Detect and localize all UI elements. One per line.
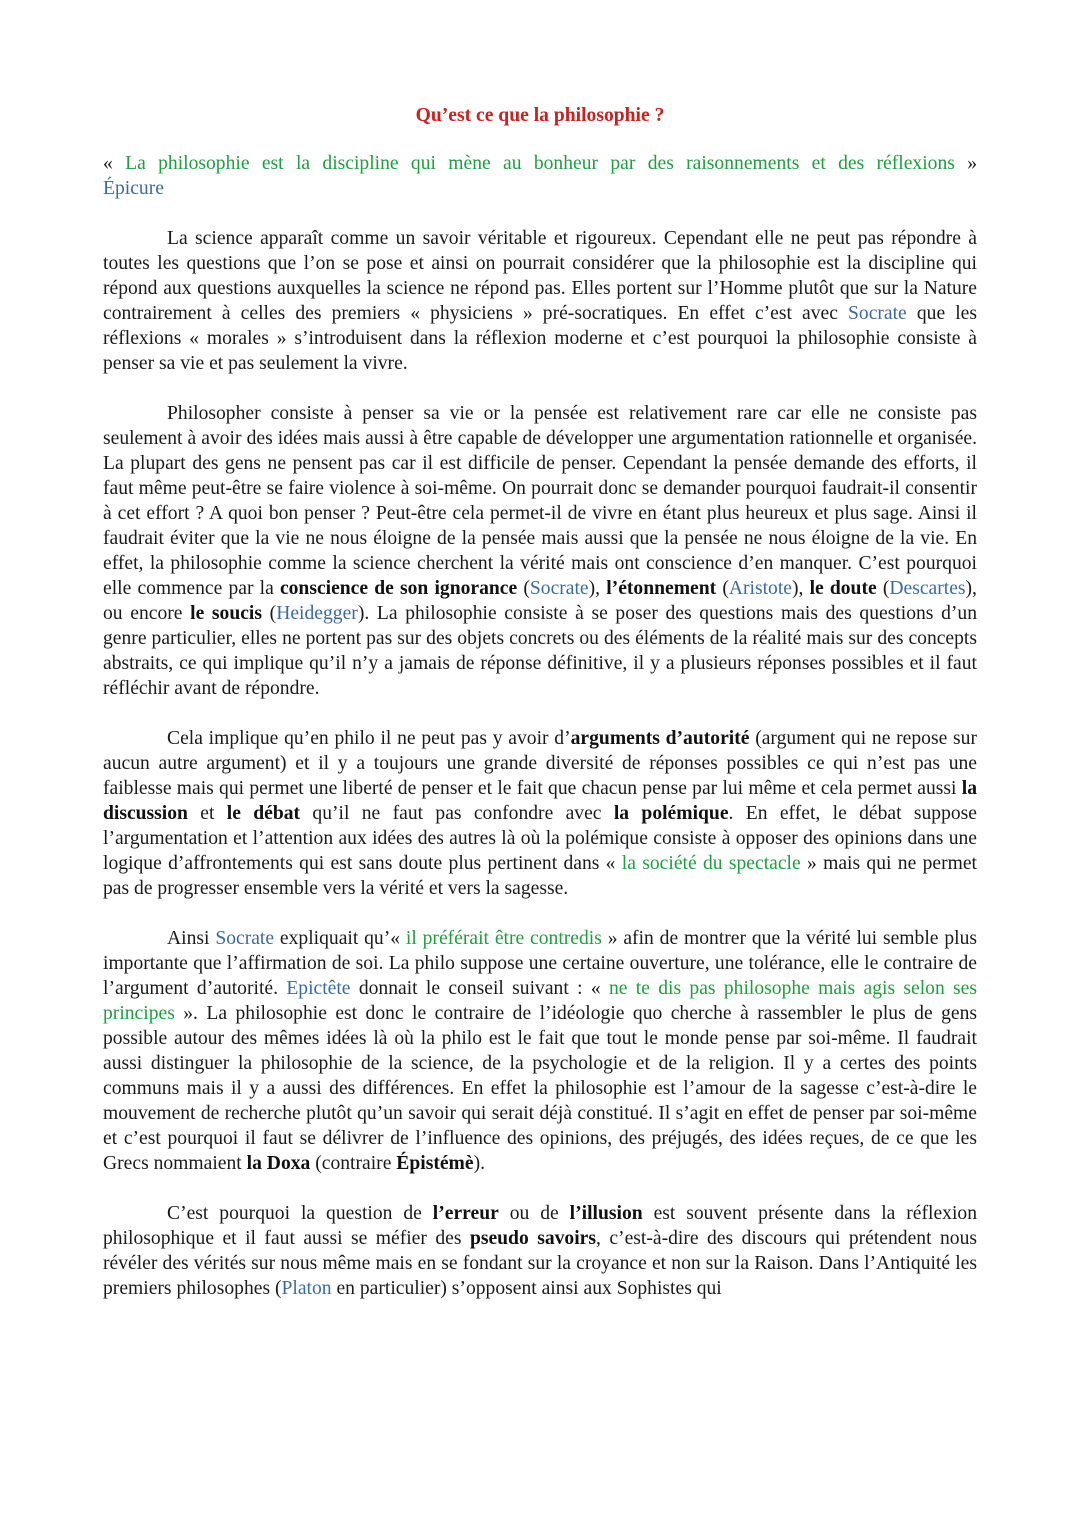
text: , c’est-à-dire des discours qui prétendent nous révéler des vérités sur nous même mais en se fondant sur la croyance et non sur la Raison. Dans l’Antiquité les premiers philosophes ( — [103, 1228, 978, 1299]
text: ). — [473, 1153, 486, 1174]
text: ( — [876, 578, 890, 599]
text: ). La philosophie consiste à se poser des questions mais des questions d’un genre particulier, elles ne portent pas sur des objets concrets ou des éléments de la réalité mais sur des concepts abstraits, ce qui implique qu’il n’y a jamais de réponse définitive, il y a plusieurs réponses possibles et il faut réfléchir avant de répondre. — [103, 603, 977, 699]
quotation: la société du spectacle — [621, 853, 801, 874]
text: Philosopher consiste à penser sa vie or la pensée est relativement rare car elle ne consiste pas seulement à avoir des idées mais aussi à être capable de développer une argumentation rationnelle et organisée. La plupart des gens ne pensent pas car il est difficile de penser. Cependant la pensée demande des efforts, il faut même peut-être se faire violence à soi-même. On pourrait donc se demander pourquoi faudrait-il consentir à cet effort ? A quoi bon penser ? Peut-être cela permet-il de vivre en étant plus heureux et plus sage. Ainsi il faudrait éviter que la vie ne nous éloigne de la pensée mais aussi que la pensée ne nous éloigne de la vie. En effet, la philosophie comme la science cherchent la vérité mais ont conscience d’en manquer. C’est pourquoi elle commence par la — [103, 403, 977, 599]
document-title: Qu’est ce que la philosophie ? — [415, 105, 665, 126]
philosopher-name: Heidegger — [276, 603, 358, 624]
key-term: la Doxa — [246, 1153, 311, 1174]
paragraph-1 — [103, 226, 977, 376]
text: ), ou encore — [103, 578, 977, 624]
key-term: le débat — [226, 803, 301, 824]
key-term: arguments d’autorité — [570, 728, 750, 749]
key-term: conscience de son ignorance — [279, 578, 518, 599]
text: en particulier) s’opposent ainsi aux Sophistes qui — [331, 1278, 722, 1299]
key-term: Épistémè — [396, 1153, 474, 1174]
key-term: l’illusion — [569, 1203, 643, 1224]
philosopher-name: Socrate — [848, 303, 907, 324]
text: La science apparaît comme un savoir véritable et rigoureux. Cependant elle ne peut pas répondre à toutes les questions que l’on se pose et ainsi on pourrait considérer que la philosophie est la discipline qui répond aux questions auxquelles la science ne répond pas. Elles portent sur l’Homme plutôt que sur la Nature contrairement à celles des premiers « physiciens » pré-socratiques. En effet c’est avec — [103, 228, 977, 324]
epigraph-quote — [103, 151, 977, 176]
open-guillemet: « — [103, 153, 126, 174]
philosopher-name: Descartes — [889, 578, 966, 599]
quotation: ne te dis pas philosophe mais agis selon ses principes — [103, 978, 978, 1024]
key-term: pseudo savoirs — [469, 1228, 596, 1249]
text: est souvent présente dans la réflexion philosophique et il faut aussi se méfier des — [103, 1203, 977, 1249]
text: Ainsi — [167, 928, 216, 949]
philosopher-name: Socrate — [215, 928, 275, 949]
key-term: le soucis — [190, 603, 263, 624]
text: ), — [791, 578, 810, 599]
paragraph-3 — [103, 726, 977, 901]
philosopher-name: Aristote — [728, 578, 792, 599]
epigraph — [103, 151, 977, 201]
key-term: la polémique — [613, 803, 729, 824]
text: » mais qui ne permet pas de progresser ensemble vers la vérité et vers la sagesse. — [103, 853, 977, 899]
philosopher-name: Epictête — [286, 978, 351, 999]
text: » afin de montrer que la vérité lui semble plus importante que l’affirmation de soi. La philo suppose une certaine ouverture, une tolérance, elle le contraire de l’argument d’autorité. — [103, 928, 977, 999]
philosopher-name: Socrate — [529, 578, 589, 599]
text: Cela implique qu’en philo il ne peut pas y avoir d’ — [167, 728, 571, 749]
quotation: il préférait être contredis — [405, 928, 602, 949]
text: ( — [262, 603, 277, 624]
epigraph-author: Épicure — [103, 178, 164, 199]
text: ( — [716, 578, 729, 599]
close-guillemet: » — [954, 153, 978, 174]
text: ». La philosophie est donc le contraire de l’idéologie quo cherche à rassembler le plus de gens possible autour des mêmes idées là où la philo est le fait que tout le monde pense par soi-même. Il faudrait aussi distinguer la philosophie de la science, de la psychologie et de la religion. Il y a certes des points communs mais il y a aussi des différences. En effet la philosophie est l’amour de la sagesse c’est-à-dire le mouvement de recherche plutôt qu’un savoir qui serait déjà constitué. Il s’agit en effet de penser par soi-même et c’est pourquoi il faut se délivrer de l’influence des opinions, des préjugés, des idées reçues, de ce que les Grecs nommaient — [103, 1003, 977, 1174]
paragraph-5 — [103, 1201, 977, 1301]
text: C’est pourquoi la question de — [167, 1203, 433, 1224]
text: . En effet, le débat suppose l’argumentation et l’attention aux idées des autres là où la polémique consiste à opposer des opinions dans une logique d’affrontements qui est sans doute plus pertinent dans « — [103, 803, 978, 874]
text: que les réflexions « morales » s’introduisent dans la réflexion moderne et c’est pourquoi la philosophie consiste à penser sa vie et pas seulement la vivre. — [103, 303, 977, 374]
text: (contraire — [310, 1153, 397, 1174]
key-term: le doute — [809, 578, 877, 599]
document-page — [103, 103, 977, 1326]
philosopher-name: Platon — [281, 1278, 332, 1299]
text: et — [187, 803, 227, 824]
text: ), — [588, 578, 607, 599]
text: ( — [517, 578, 530, 599]
paragraph-2 — [103, 401, 977, 701]
epigraph-text: La philosophie est la discipline qui mène au bonheur par des raisonnements et des réflexions — [125, 153, 955, 174]
text: expliquait qu’« — [274, 928, 406, 949]
key-term: l’erreur — [432, 1203, 499, 1224]
key-term: l’étonnement — [606, 578, 717, 599]
paragraph-4 — [103, 926, 977, 1176]
text: ou de — [498, 1203, 570, 1224]
text: donnait le conseil suivant : « — [350, 978, 609, 999]
key-term: la discussion — [103, 778, 977, 824]
text: (argument qui ne repose sur aucun autre argument) et il y a toujours une grande diversité de réponses possibles ce qui n’est pas une faiblesse mais qui permet une liberté de penser et le fait que chacun pense par lui même et cela permet aussi — [103, 728, 977, 799]
text: qu’il ne faut pas confondre avec — [300, 803, 614, 824]
